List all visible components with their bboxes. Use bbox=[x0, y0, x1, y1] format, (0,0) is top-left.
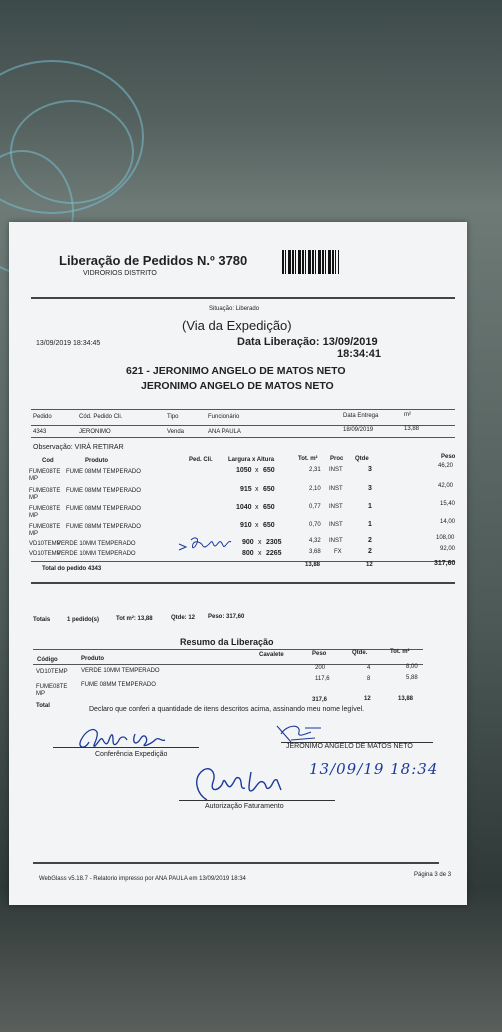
col-cod-pedido-cli: Cód. Pedido Cli. bbox=[79, 414, 123, 420]
resumo-peso: 200 bbox=[315, 665, 326, 671]
totals-qtde: Qtde: 12 bbox=[171, 615, 196, 621]
resumo-total-peso: 317,6 bbox=[312, 697, 328, 703]
totals-peso: Peso: 317,60 bbox=[208, 614, 245, 620]
order-total-peso: 317,60 bbox=[434, 560, 456, 567]
divider bbox=[31, 409, 455, 410]
signature-line bbox=[179, 800, 335, 801]
item-qtde: 3 bbox=[368, 466, 372, 473]
resumo-col-tot: Tot. m² bbox=[390, 649, 410, 655]
signature-line bbox=[53, 747, 199, 748]
items-col-tot-m2: Tot. m² bbox=[298, 456, 318, 462]
data-liberacao: Data Liberação: 13/09/2019 bbox=[237, 336, 378, 348]
order-m2: 13,88 bbox=[404, 426, 420, 432]
resumo-qtde: 8 bbox=[367, 676, 371, 682]
item-peso: 42,00 bbox=[438, 483, 454, 489]
divider bbox=[33, 862, 439, 864]
col-data-entrega: Data Entrega bbox=[343, 413, 379, 419]
col-pedido: Pedido bbox=[33, 414, 52, 420]
resumo-codigo: VD10TEMP bbox=[36, 669, 68, 675]
barcode bbox=[282, 250, 339, 274]
conferencia-label: Conferência Expedição bbox=[95, 751, 168, 758]
items-col-ped-cli: Ped. Cli. bbox=[189, 457, 213, 463]
items-col-cod: Cod bbox=[42, 458, 54, 464]
item-peso: 46,20 bbox=[438, 463, 454, 469]
resumo-total-qtde: 12 bbox=[364, 696, 371, 702]
item-proc: INST bbox=[329, 538, 343, 544]
cliente-name: JERONIMO ANGELO DE MATOS NETO bbox=[286, 743, 413, 750]
order-cod-cli: JERONIMO bbox=[79, 429, 111, 435]
item-qtde: 1 bbox=[368, 503, 372, 510]
release-document bbox=[9, 222, 467, 905]
item-peso: 108,00 bbox=[436, 535, 455, 541]
item-largura: 1050 bbox=[236, 467, 252, 474]
resumo-qtde: 4 bbox=[367, 665, 371, 671]
item-proc: INST bbox=[329, 486, 343, 492]
client-line-1: 621 - JERONIMO ANGELO DE MATOS NETO bbox=[126, 365, 346, 377]
items-col-produto: Produto bbox=[85, 458, 108, 464]
item-proc: FX bbox=[334, 549, 342, 555]
item-produto: FUME 08MM TEMPERADO bbox=[66, 469, 141, 475]
item-largura: 910 bbox=[240, 522, 252, 529]
order-total-qtde: 12 bbox=[366, 562, 373, 568]
item-cod: VD10TEMP bbox=[29, 551, 61, 557]
observacao: Observação: VIRÁ RETIRAR bbox=[33, 444, 124, 451]
item-tot: 4,32 bbox=[309, 538, 321, 544]
item-cod-suffix: MP bbox=[29, 513, 38, 519]
item-x: x bbox=[258, 539, 262, 546]
resumo-col-cavalete: Cavalete bbox=[259, 652, 284, 658]
divider bbox=[31, 425, 455, 426]
col-funcionario: Funcionário bbox=[208, 414, 240, 420]
item-cod: FUME08TE bbox=[29, 524, 61, 530]
hora-liberacao: 18:34:41 bbox=[337, 348, 382, 360]
col-tipo: Tipo bbox=[167, 414, 179, 420]
item-cod: FUME08TE bbox=[29, 469, 61, 475]
handwritten-mark bbox=[177, 534, 237, 554]
item-proc: INST bbox=[329, 467, 343, 473]
item-qtde: 3 bbox=[368, 485, 372, 492]
resumo-col-produto: Produto bbox=[81, 656, 104, 662]
signature-cliente bbox=[271, 722, 331, 744]
resumo-produto: FUME 08MM TEMPERADO bbox=[81, 682, 156, 688]
item-largura: 800 bbox=[242, 550, 254, 557]
resumo-produto: VERDE 10MM TEMPERADO bbox=[81, 668, 160, 674]
item-altura: 2265 bbox=[266, 550, 282, 557]
item-largura: 915 bbox=[240, 486, 252, 493]
items-col-qtde: Qtde bbox=[355, 456, 369, 462]
col-m2: m² bbox=[404, 412, 411, 418]
resumo-title: Resumo da Liberação bbox=[180, 637, 274, 647]
footer-right: Página 3 de 3 bbox=[414, 872, 452, 878]
order-total-m2: 13,88 bbox=[305, 562, 321, 568]
item-tot: 3,68 bbox=[309, 549, 321, 555]
declaration: Declaro que conferi a quantidade de itens descritos acima, assinando meu nome legível. bbox=[89, 706, 365, 713]
item-x: x bbox=[255, 467, 259, 474]
order-total-label: Total do pedido 4343 bbox=[42, 566, 102, 572]
items-col-largura-altura: Largura x Altura bbox=[228, 457, 275, 463]
item-cod: VD10TEMP bbox=[29, 541, 61, 547]
resumo-col-codigo: Código bbox=[37, 657, 58, 663]
item-peso: 92,00 bbox=[440, 546, 456, 552]
divider bbox=[33, 664, 423, 665]
item-qtde: 1 bbox=[368, 521, 372, 528]
item-cod: FUME08TE bbox=[29, 506, 61, 512]
company-name: VIDRORIOS DISTRITO bbox=[83, 270, 157, 277]
item-largura: 1040 bbox=[236, 504, 252, 511]
item-produto: VERDE 10MM TEMPERADO bbox=[57, 541, 136, 547]
resumo-peso: 117,6 bbox=[315, 676, 330, 682]
item-produto: VERDE 10MM TEMPERADO bbox=[57, 551, 136, 557]
item-produto: FUME 08MM TEMPERADO bbox=[66, 524, 141, 530]
item-largura: 900 bbox=[242, 539, 254, 546]
item-proc: INST bbox=[329, 522, 343, 528]
footer-left: WebGlass v5.18.7 - Relatorio impresso por ANA PAULA em 13/09/2019 18:34 bbox=[39, 876, 246, 882]
client-line-2: JERONIMO ANGELO DE MATOS NETO bbox=[141, 380, 334, 392]
item-cod: FUME08TE bbox=[29, 488, 61, 494]
item-peso: 15,40 bbox=[440, 501, 456, 507]
order-funcionario: ANA PAULA bbox=[208, 429, 241, 435]
item-tot: 0,77 bbox=[309, 504, 321, 510]
order-tipo: Venda bbox=[167, 429, 185, 435]
resumo-codigo: FUME08TE bbox=[36, 684, 68, 690]
totals-pedidos: 1 pedido(s) bbox=[67, 617, 100, 623]
autorizacao-label: Autorização Faturamento bbox=[205, 803, 284, 810]
resumo-tot: 8,00 bbox=[406, 664, 418, 670]
item-altura: 2305 bbox=[266, 539, 282, 546]
item-qtde: 2 bbox=[368, 537, 372, 544]
resumo-tot: 5,88 bbox=[406, 675, 418, 681]
item-altura: 650 bbox=[263, 504, 275, 511]
item-altura: 650 bbox=[263, 522, 275, 529]
resumo-total-label: Total bbox=[36, 703, 50, 709]
item-x: x bbox=[255, 504, 259, 511]
print-time: 13/09/2019 18:34:45 bbox=[36, 340, 101, 347]
resumo-codigo-suffix: MP bbox=[36, 691, 45, 697]
item-x: x bbox=[255, 486, 259, 493]
order-data-entrega: 18/09/2019 bbox=[343, 427, 374, 433]
item-produto: FUME 08MM TEMPERADO bbox=[66, 506, 141, 512]
divider bbox=[31, 437, 455, 438]
item-cod-suffix: MP bbox=[29, 495, 38, 501]
items-col-peso: Peso bbox=[441, 454, 456, 460]
item-cod-suffix: MP bbox=[29, 531, 38, 537]
resumo-col-qtde: Qtde. bbox=[352, 650, 368, 656]
doc-title: Liberação de Pedidos N.º 3780 bbox=[59, 253, 248, 268]
item-qtde: 2 bbox=[368, 548, 372, 555]
item-produto: FUME 08MM TEMPERADO bbox=[66, 488, 141, 494]
item-x: x bbox=[255, 522, 259, 529]
resumo-total-tot: 13,88 bbox=[398, 696, 414, 702]
divider bbox=[31, 297, 455, 299]
handwritten-date: 13/09/19 18:34 bbox=[309, 760, 439, 778]
divider bbox=[31, 582, 455, 584]
via-label: (Via da Expedição) bbox=[182, 318, 292, 333]
item-x: x bbox=[258, 550, 262, 557]
item-tot: 0,70 bbox=[309, 522, 321, 528]
item-peso: 14,00 bbox=[440, 519, 456, 525]
resumo-col-peso: Peso bbox=[312, 651, 327, 657]
totals-m2: Tot m²: 13,88 bbox=[116, 616, 153, 622]
divider bbox=[31, 561, 455, 562]
item-altura: 650 bbox=[263, 467, 275, 474]
items-col-proc: Proc bbox=[330, 456, 344, 462]
situacao: Situação: Liberado bbox=[209, 306, 260, 312]
item-altura: 650 bbox=[263, 486, 275, 493]
item-tot: 2,31 bbox=[309, 467, 321, 473]
order-pedido: 4343 bbox=[33, 429, 47, 435]
item-tot: 2,10 bbox=[309, 486, 321, 492]
item-cod-suffix: MP bbox=[29, 476, 38, 482]
totals-label: Totais bbox=[33, 617, 51, 623]
item-proc: INST bbox=[329, 504, 343, 510]
